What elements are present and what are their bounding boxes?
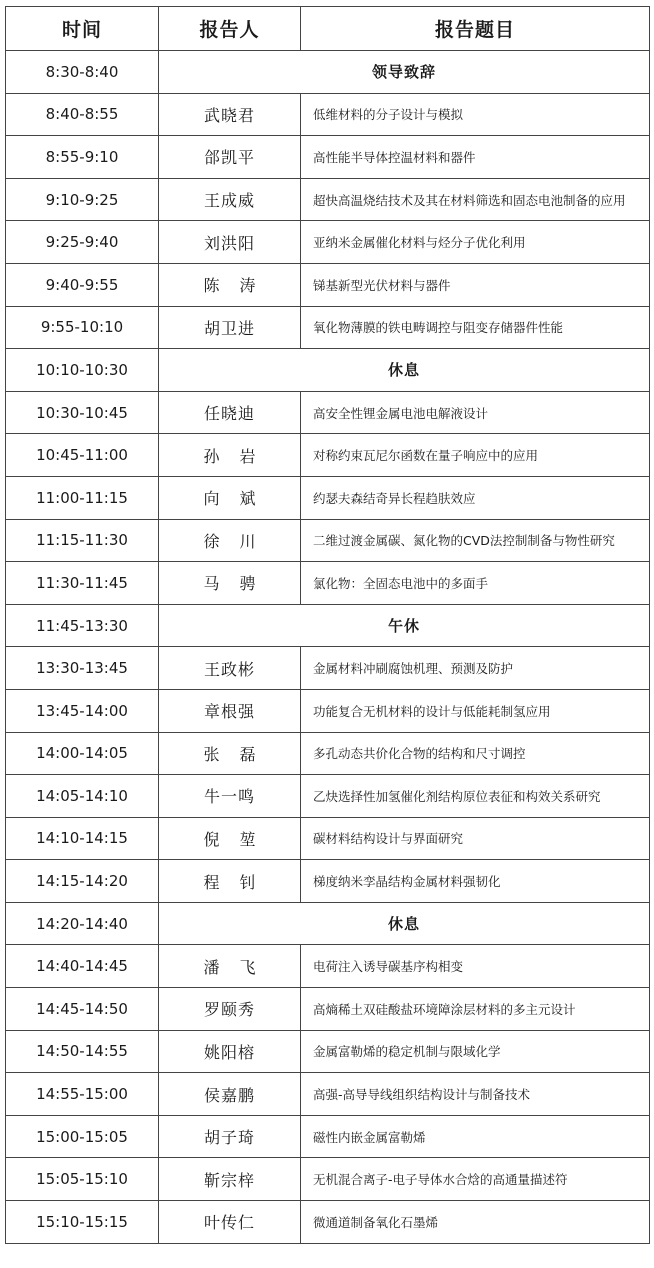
- time-cell: 10:45-11:00: [6, 434, 159, 477]
- break-cell: 午休: [159, 604, 650, 647]
- talk-row: [6, 136, 650, 179]
- topic-cell: 锑基新型光伏材料与器件: [301, 263, 650, 306]
- speaker-cell: 任晓迪: [159, 391, 301, 434]
- talk-row: [6, 562, 650, 605]
- time-cell: 13:45-14:00: [6, 689, 159, 732]
- time-cell: 10:10-10:30: [6, 349, 159, 392]
- topic-cell: 对称约束瓦尼尔函数在量子响应中的应用: [301, 434, 650, 477]
- talk-row: [6, 519, 650, 562]
- talk-row: [6, 775, 650, 818]
- time-cell: 9:25-9:40: [6, 221, 159, 264]
- talk-row: [6, 1115, 650, 1158]
- speaker-cell: 胡子琦: [159, 1115, 301, 1158]
- time-cell: 14:10-14:15: [6, 817, 159, 860]
- topic-cell: 碳材料结构设计与界面研究: [301, 817, 650, 860]
- break-cell: 休息: [159, 902, 650, 945]
- talk-row: [6, 988, 650, 1031]
- time-cell: 9:55-10:10: [6, 306, 159, 349]
- topic-cell: 氧化物薄膜的铁电畴调控与阻变存储器件性能: [301, 306, 650, 349]
- time-cell: 14:45-14:50: [6, 988, 159, 1031]
- talk-row: [6, 945, 650, 988]
- time-cell: 14:40-14:45: [6, 945, 159, 988]
- topic-cell: 电荷注入诱导碳基序构相变: [301, 945, 650, 988]
- time-cell: 11:45-13:30: [6, 604, 159, 647]
- time-cell: 8:30-8:40: [6, 51, 159, 94]
- speaker-cell: 张磊: [159, 732, 301, 775]
- break-cell: 休息: [159, 349, 650, 392]
- speaker-cell: 章根强: [159, 689, 301, 732]
- speaker-cell: 侯嘉鹏: [159, 1073, 301, 1116]
- topic-cell: 二维过渡金属碳、氮化物的CVD法控制制备与物性研究: [301, 519, 650, 562]
- speaker-cell: 陈涛: [159, 263, 301, 306]
- time-cell: 14:50-14:55: [6, 1030, 159, 1073]
- speaker-cell: 潘飞: [159, 945, 301, 988]
- time-cell: 9:10-9:25: [6, 178, 159, 221]
- time-cell: 11:00-11:15: [6, 476, 159, 519]
- time-cell: 13:30-13:45: [6, 647, 159, 690]
- speaker-cell: 胡卫进: [159, 306, 301, 349]
- topic-cell: 多孔动态共价化合物的结构和尺寸调控: [301, 732, 650, 775]
- header-topic: 报告题目: [301, 7, 650, 51]
- schedule-body: [6, 51, 650, 1244]
- header-row: [6, 7, 650, 51]
- time-cell: 10:30-10:45: [6, 391, 159, 434]
- talk-row: [6, 647, 650, 690]
- header-time: 时间: [6, 7, 159, 51]
- talk-row: [6, 1030, 650, 1073]
- header-speaker: 报告人: [159, 7, 301, 51]
- break-row: [6, 902, 650, 945]
- break-row: [6, 349, 650, 392]
- speaker-cell: 王成威: [159, 178, 301, 221]
- topic-cell: 梯度纳米孪晶结构金属材料强韧化: [301, 860, 650, 903]
- schedule-table: [5, 6, 650, 1244]
- topic-cell: 磁性内嵌金属富勒烯: [301, 1115, 650, 1158]
- time-cell: 11:15-11:30: [6, 519, 159, 562]
- talk-row: [6, 263, 650, 306]
- time-cell: 8:40-8:55: [6, 93, 159, 136]
- speaker-cell: 叶传仁: [159, 1201, 301, 1244]
- topic-cell: 高熵稀土双硅酸盐环境障涂层材料的多主元设计: [301, 988, 650, 1031]
- talk-row: [6, 221, 650, 264]
- talk-row: [6, 306, 650, 349]
- time-cell: 14:20-14:40: [6, 902, 159, 945]
- topic-cell: 约瑟夫森结奇异长程趋肤效应: [301, 476, 650, 519]
- topic-cell: 高安全性锂金属电池电解液设计: [301, 391, 650, 434]
- talk-row: [6, 476, 650, 519]
- speaker-cell: 向斌: [159, 476, 301, 519]
- topic-cell: 高性能半导体控温材料和器件: [301, 136, 650, 179]
- time-cell: 14:15-14:20: [6, 860, 159, 903]
- talk-row: [6, 434, 650, 477]
- speaker-cell: 郃凯平: [159, 136, 301, 179]
- topic-cell: 金属富勒烯的稳定机制与限域化学: [301, 1030, 650, 1073]
- speaker-cell: 刘洪阳: [159, 221, 301, 264]
- talk-row: [6, 1201, 650, 1244]
- speaker-cell: 程钊: [159, 860, 301, 903]
- time-cell: 14:55-15:00: [6, 1073, 159, 1116]
- time-cell: 15:00-15:05: [6, 1115, 159, 1158]
- speaker-cell: 牛一鸣: [159, 775, 301, 818]
- topic-cell: 超快高温烧结技术及其在材料筛选和固态电池制备的应用: [301, 178, 650, 221]
- break-row: [6, 51, 650, 94]
- speaker-cell: 倪堃: [159, 817, 301, 860]
- topic-cell: 高强-高导导线组织结构设计与制备技术: [301, 1073, 650, 1116]
- talk-row: [6, 732, 650, 775]
- talk-row: [6, 817, 650, 860]
- time-cell: 15:05-15:10: [6, 1158, 159, 1201]
- talk-row: [6, 1073, 650, 1116]
- topic-cell: 功能复合无机材料的设计与低能耗制氢应用: [301, 689, 650, 732]
- speaker-cell: 马骋: [159, 562, 301, 605]
- break-row: [6, 604, 650, 647]
- talk-row: [6, 93, 650, 136]
- time-cell: 14:00-14:05: [6, 732, 159, 775]
- speaker-cell: 姚阳榕: [159, 1030, 301, 1073]
- time-cell: 9:40-9:55: [6, 263, 159, 306]
- speaker-cell: 罗颐秀: [159, 988, 301, 1031]
- speaker-cell: 孙岩: [159, 434, 301, 477]
- talk-row: [6, 178, 650, 221]
- topic-cell: 亚纳米金属催化材料与烃分子优化利用: [301, 221, 650, 264]
- topic-cell: 无机混合离子-电子导体水合焓的高通量描述符: [301, 1158, 650, 1201]
- topic-cell: 乙炔选择性加氢催化剂结构原位表征和构效关系研究: [301, 775, 650, 818]
- talk-row: [6, 1158, 650, 1201]
- time-cell: 15:10-15:15: [6, 1201, 159, 1244]
- topic-cell: 微通道制备氧化石墨烯: [301, 1201, 650, 1244]
- talk-row: [6, 391, 650, 434]
- speaker-cell: 靳宗梓: [159, 1158, 301, 1201]
- time-cell: 14:05-14:10: [6, 775, 159, 818]
- speaker-cell: 徐川: [159, 519, 301, 562]
- topic-cell: 氯化物：全固态电池中的多面手: [301, 562, 650, 605]
- topic-cell: 金属材料冲刷腐蚀机理、预测及防护: [301, 647, 650, 690]
- topic-cell: 低维材料的分子设计与模拟: [301, 93, 650, 136]
- talk-row: [6, 860, 650, 903]
- speaker-cell: 王政彬: [159, 647, 301, 690]
- time-cell: 8:55-9:10: [6, 136, 159, 179]
- break-cell: 领导致辞: [159, 51, 650, 94]
- speaker-cell: 武晓君: [159, 93, 301, 136]
- talk-row: [6, 689, 650, 732]
- time-cell: 11:30-11:45: [6, 562, 159, 605]
